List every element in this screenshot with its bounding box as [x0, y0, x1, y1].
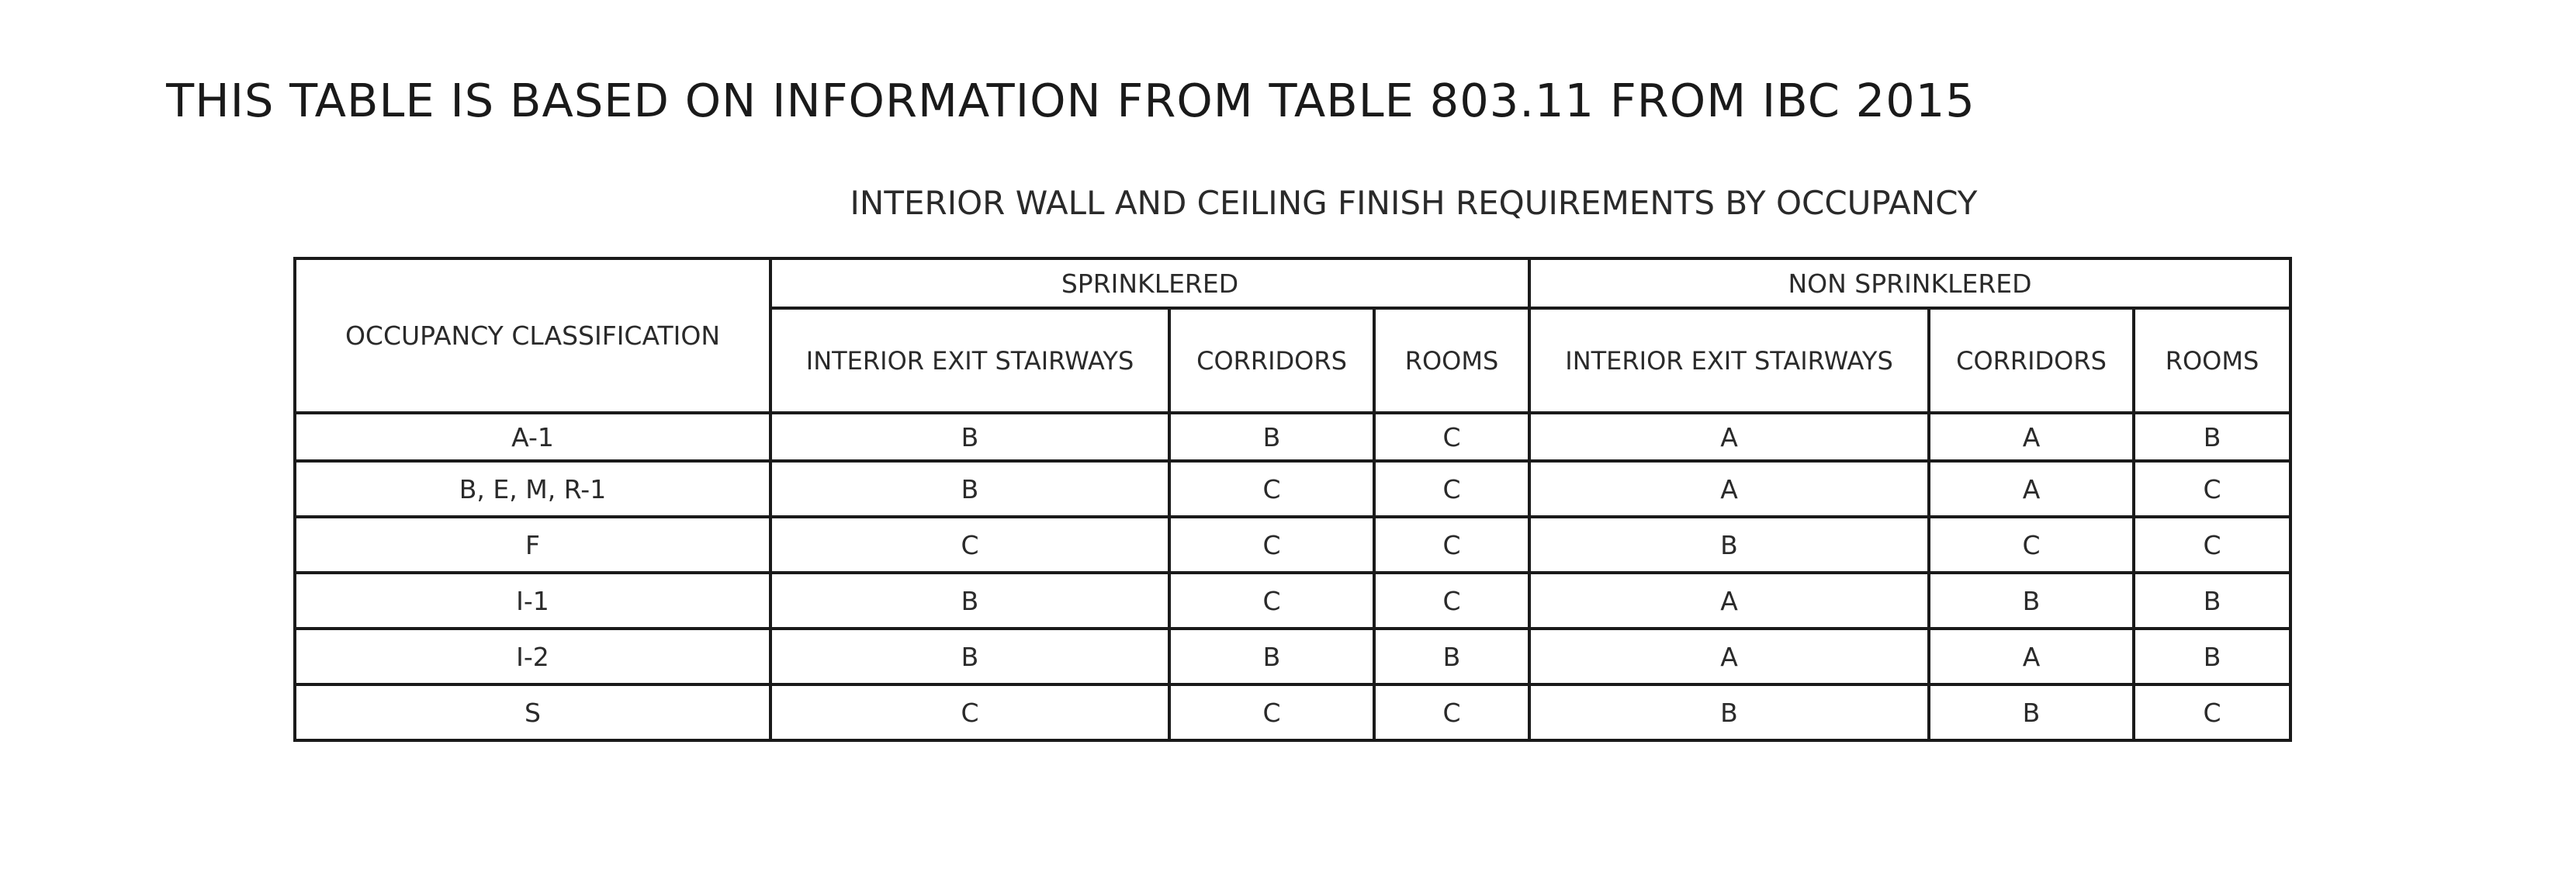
table-cell: B	[2134, 629, 2290, 684]
table-row	[295, 461, 2290, 517]
table-row	[295, 413, 2290, 461]
table-cell: A	[1529, 629, 1929, 684]
table-row	[295, 573, 2290, 629]
column-header-corridors: CORRIDORS	[1929, 308, 2134, 413]
table-cell: C	[1374, 684, 1529, 740]
table-cell: C	[770, 684, 1169, 740]
table-cell: C	[2134, 461, 2290, 517]
non-sprinklered-group-header: NON SPRINKLERED	[1529, 258, 2290, 308]
column-header-interior-exit-stairways: INTERIOR EXIT STAIRWAYS	[1529, 308, 1929, 413]
column-header-corridors: CORRIDORS	[1169, 308, 1374, 413]
table-cell: A	[1529, 573, 1929, 629]
table-row	[295, 684, 2290, 740]
table-cell: A	[1529, 461, 1929, 517]
table-caption: INTERIOR WALL AND CEILING FINISH REQUIREMENTS BY OCCUPANCY	[850, 184, 1978, 222]
table-cell: B	[1529, 517, 1929, 573]
table-cell: C	[1374, 573, 1529, 629]
table-cell: C	[1169, 684, 1374, 740]
table-cell: C	[1374, 517, 1529, 573]
table-cell: C	[1169, 517, 1374, 573]
table-row	[295, 629, 2290, 684]
column-header-interior-exit-stairways: INTERIOR EXIT STAIRWAYS	[770, 308, 1169, 413]
table-cell: B	[1529, 684, 1929, 740]
finish-requirements-table	[293, 257, 2292, 742]
table-cell: B	[1374, 629, 1529, 684]
column-header-rooms: ROOMS	[1374, 308, 1529, 413]
table-cell: C	[2134, 517, 2290, 573]
table-cell: A	[1929, 413, 2134, 461]
occupancy-cell: A-1	[295, 413, 770, 461]
table-cell: C	[2134, 684, 2290, 740]
table-cell: A	[1529, 413, 1929, 461]
occupancy-cell: I-2	[295, 629, 770, 684]
table-cell: C	[1169, 461, 1374, 517]
table-cell: C	[1374, 461, 1529, 517]
table-cell: B	[1929, 684, 2134, 740]
table-cell: B	[770, 461, 1169, 517]
table-cell: B	[770, 629, 1169, 684]
table-cell: B	[770, 573, 1169, 629]
table-cell: B	[2134, 413, 2290, 461]
table-cell: B	[2134, 573, 2290, 629]
table-cell: C	[1929, 517, 2134, 573]
occupancy-classification-header: OCCUPANCY CLASSIFICATION	[295, 258, 770, 413]
table-cell: C	[770, 517, 1169, 573]
table-cell: B	[1169, 629, 1374, 684]
table-cell: C	[1374, 413, 1529, 461]
table-cell: B	[770, 413, 1169, 461]
sprinklered-group-header: SPRINKLERED	[770, 258, 1529, 308]
occupancy-cell: F	[295, 517, 770, 573]
page-title: THIS TABLE IS BASED ON INFORMATION FROM TABLE 803.11 FROM IBC 2015	[166, 74, 1975, 127]
table-cell: A	[1929, 629, 2134, 684]
occupancy-cell: S	[295, 684, 770, 740]
table-cell: B	[1169, 413, 1374, 461]
table-cell: A	[1929, 461, 2134, 517]
table-row	[295, 517, 2290, 573]
column-header-rooms: ROOMS	[2134, 308, 2290, 413]
occupancy-cell: B, E, M, R-1	[295, 461, 770, 517]
table-cell: C	[1169, 573, 1374, 629]
table-cell: B	[1929, 573, 2134, 629]
occupancy-cell: I-1	[295, 573, 770, 629]
